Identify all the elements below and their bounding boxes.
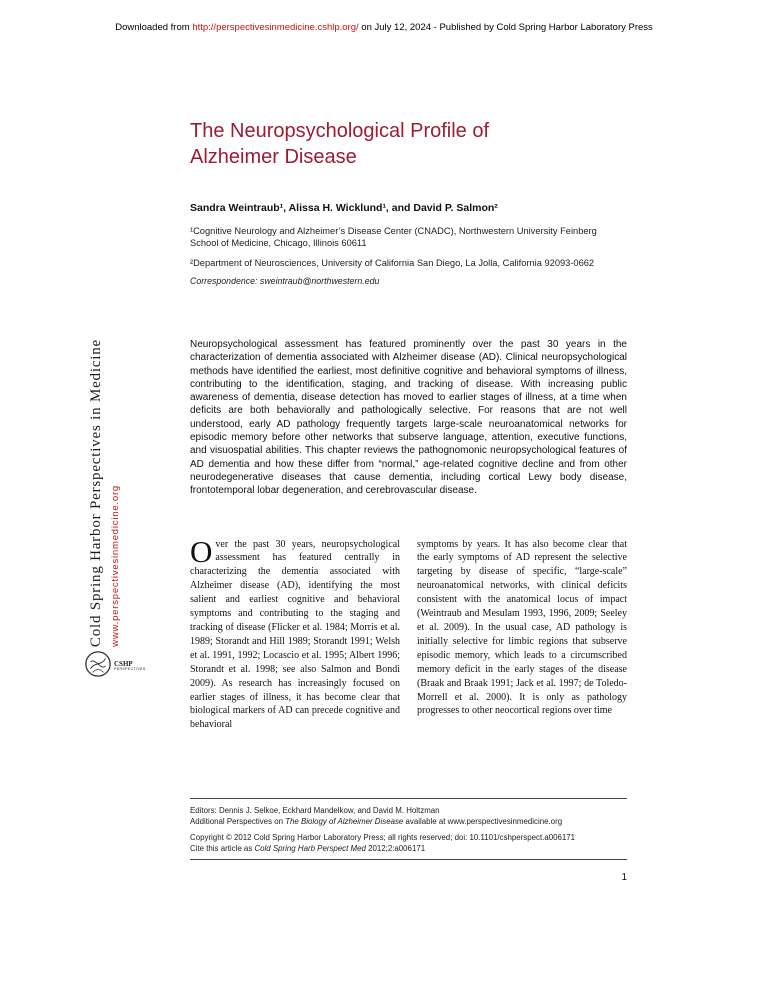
additional-prefix: Additional Perspectives on (190, 817, 286, 826)
header-journal-link[interactable]: http://perspectivesinmedicine.cshlp.org/ (192, 22, 359, 33)
body-column-left-text: ver the past 30 years, neuropsychological assessment has featured centrally in characterizing the dementia associated with Alzheimer disease (AD), identifying the most salient and earliest cognitive and behavioral symptoms and contributing to the staging and tracking of disease (Flicker et al. 1984; Morris et al. 1989; Storandt and Hill 1989; Storandt 1991; Welsh et al. 1991, 1992; Locascio et al. 1995; Albert 1996; Storandt et al. 1998; see also Salmon and Bondi 2009). As research has increasingly focused on earlier stages of illness, it has become clear that biological markers of AD can precede cognitive and behavioral (190, 538, 400, 731)
affiliation-1: ¹Cognitive Neurology and Alzheimer’s Disease Center (CNADC), Northwestern University Feinberg School of Medicine, Chicago, Illinois 60611 (190, 226, 597, 248)
footer-rule-bottom (190, 859, 627, 860)
journal-sidebar (88, 292, 121, 647)
article-footer (190, 798, 627, 860)
citation-prefix: Cite this article as (190, 844, 255, 853)
article-title (190, 118, 627, 170)
cshl-logo-main-label: CSHP (114, 659, 133, 668)
download-header-suffix: on July 12, 2024 - Published by Cold Spring Harbor Laboratory Press (358, 22, 653, 33)
abstract-paragraph: Neuropsychological assessment has featured prominently over the past 30 years in the characterization of dementia associated with Alzheimer disease (AD). Clinical neuropsychological methods have identified the earliest, most definitive cognitive and behavioral symptoms of illness, contributing to the identification, staging, and tracking of disease. With increasing public awareness of dementia, disease detection has moved to earlier stages of illness, at a time when deficits are both behaviorally and pathologically selective. For reasons that are not well understood, early AD pathology frequently targets large-scale neuroanatomical networks for episodic memory before other networks that subserve language, attention, executive functions, and visuospatial abilities. This chapter reviews the pathognomonic neuropsychological features of AD dementia and how these differ from “normal,” age-related cognitive decline and from other neurodegenerative diseases that cause dementia, including cortical Lewy body disease, frontotemporal lobar degeneration, and cerebrovascular disease. (190, 339, 627, 497)
journal-url-link[interactable]: www.perspectivesinmedicine.org (110, 485, 121, 647)
download-header-prefix: Downloaded from (115, 22, 193, 33)
additional-suffix: available at www.perspectivesinmedicine.org (403, 817, 563, 826)
cshl-logo-sub-label: PERSPECTIVES (114, 667, 146, 672)
article-title-line2: Alzheimer Disease (190, 146, 357, 168)
additional-italic: The Biology of Alzheimer Disease (285, 817, 404, 826)
additional-perspectives-line (190, 816, 627, 827)
authors-line: Sandra Weintraub¹, Alissa H. Wicklund¹, and David P. Salmon² (190, 202, 498, 214)
body-column-right (417, 538, 627, 733)
editors-line: Editors: Dennis J. Selkoe, Eckhard Mandelkow, and David M. Holtzman (190, 806, 440, 815)
article-title-line1: The Neuropsychological Profile of (190, 120, 490, 142)
citation-line (190, 843, 627, 854)
body-columns (190, 533, 627, 733)
citation-suffix: 2012;2:a006171 (365, 844, 426, 853)
cshl-logo-text (114, 661, 146, 672)
journal-name: Cold Spring Harbor Perspectives in Medicine (88, 338, 104, 647)
body-column-left (190, 533, 400, 733)
correspondence-line: Correspondence: sweintraub@northwestern.edu (190, 276, 380, 286)
copyright-line: Copyright © 2012 Cold Spring Harbor Laboratory Press; all rights reserved; doi: 10.1101/cshperspect.a006171 (190, 833, 576, 842)
affiliation-2: ²Department of Neurosciences, University of California San Diego, La Jolla, California 92093-0662 (190, 258, 595, 268)
download-header (0, 22, 768, 33)
body-column-right-text: symptoms by years. It has also become clear that the early symptoms of AD represent the selective targeting by disease of specific, “large-scale” neuroanatomical networks, with clinical deficits consistent with the anatomical locus of impact (Weintraub and Mesulam 1993, 1996, 2009; Seeley et al. 2009). In the usual case, AD pathology is initially selective for limbic regions that subserve episodic memory, which leads to a circumscribed memory deficit in the early stages of the disease (Braak and Braak 1991; Jack et al. 1997; de Toledo-Morrell et al. 2000). It is only as pathology progresses to other neocortical regions over time (417, 538, 627, 717)
page-number: 1 (621, 872, 627, 883)
article-content (190, 118, 627, 732)
citation-journal-italic: Cold Spring Harb Perspect Med (254, 844, 366, 853)
cshl-press-logo (84, 650, 146, 683)
drop-cap: O (190, 533, 213, 569)
cshl-seal-icon (84, 650, 112, 683)
